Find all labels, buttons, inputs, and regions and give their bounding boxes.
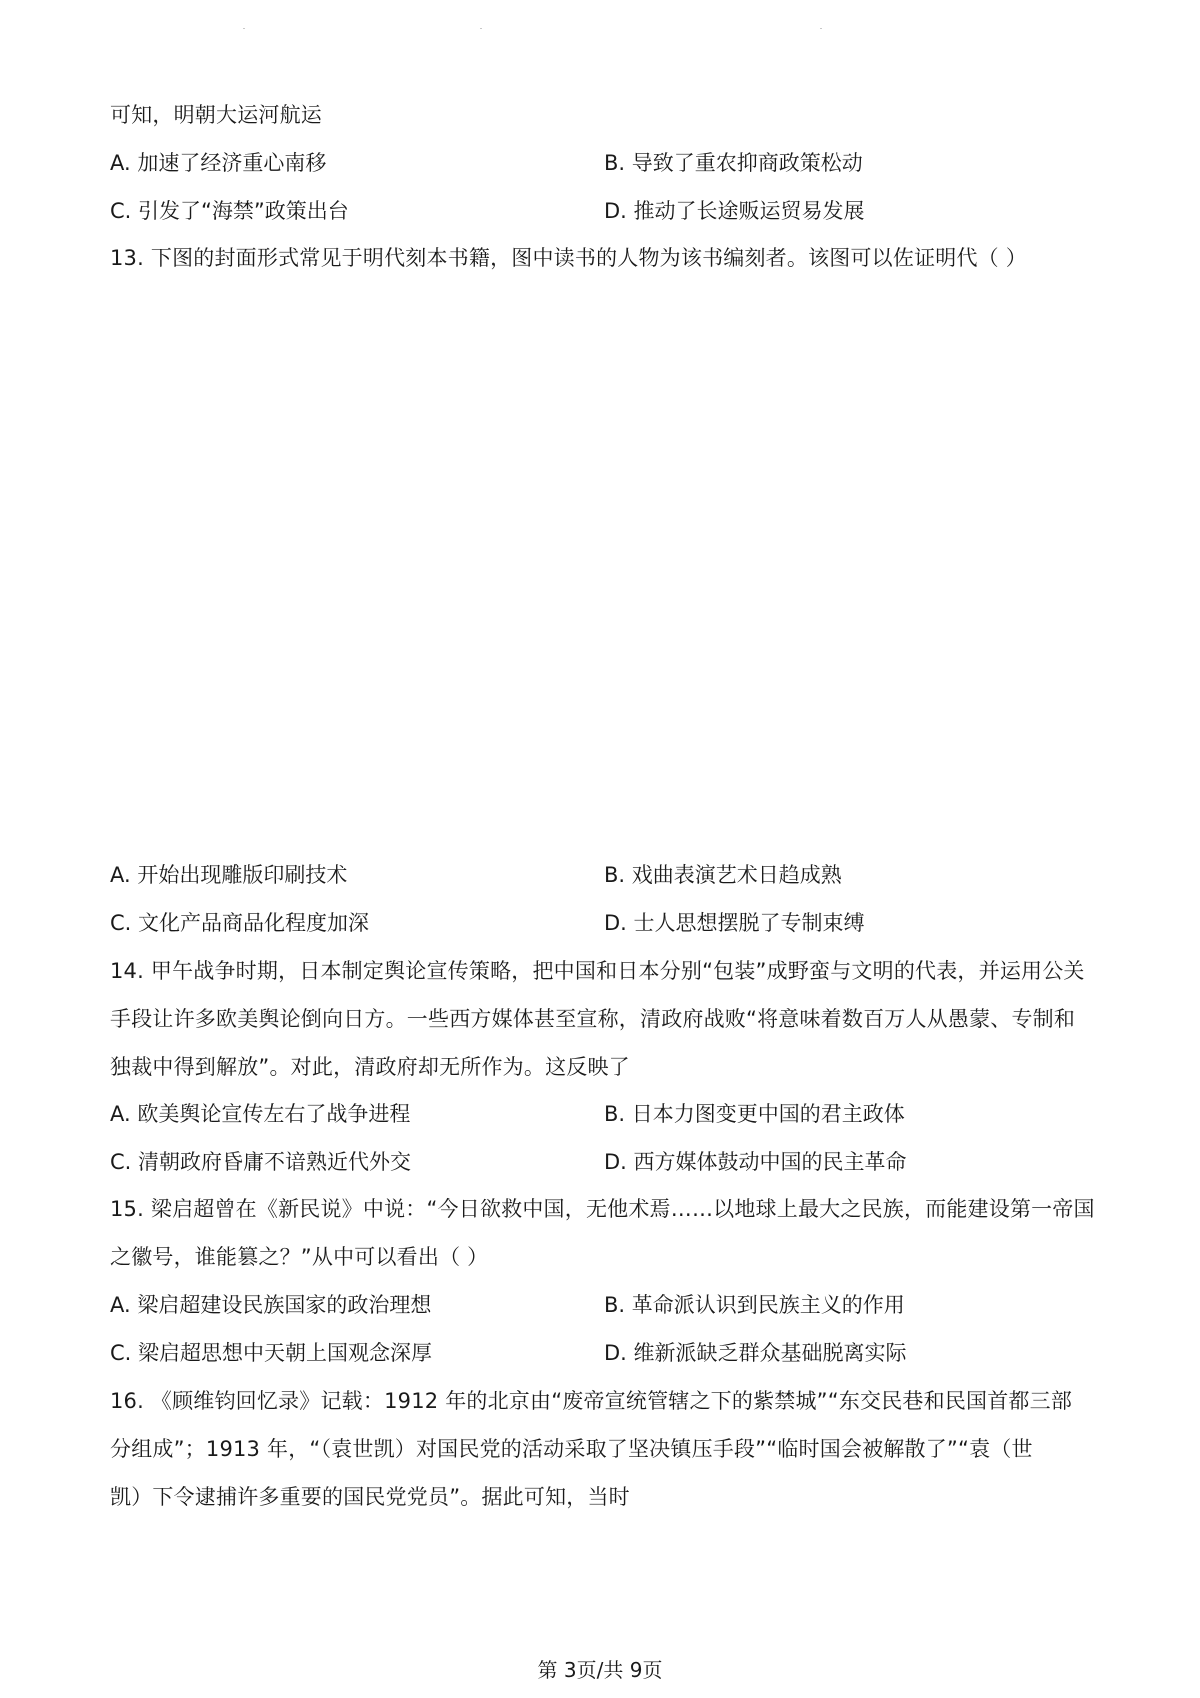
- option-label: B.: [604, 863, 626, 887]
- q13-option-d: [604, 908, 865, 938]
- option-text: 维新派缺乏群众基础脱离实际: [633, 1341, 907, 1365]
- option-label: D.: [604, 911, 627, 935]
- q14-option-d: [604, 1147, 907, 1177]
- option-text: 加速了经济重心南移: [137, 151, 327, 175]
- q15-stem-line-1: 15. 梁启超曾在《新民说》中说：“今日欲救中国，无他术焉……以地球上最大之民族，而能建设第一帝国: [110, 1197, 1095, 1221]
- option-text: 梁启超建设民族国家的政治理想: [137, 1293, 432, 1317]
- option-text: 士人思想摆脱了专制束缚: [633, 911, 865, 935]
- q13-option-b: [604, 860, 842, 890]
- q13-option-a: [110, 860, 347, 890]
- option-text: 西方媒体鼓动中国的民主革命: [633, 1150, 907, 1174]
- scan-speck: [243, 28, 245, 29]
- option-label: A.: [110, 1293, 131, 1317]
- q12-option-b: [604, 148, 863, 178]
- option-text: 戏曲表演艺术日趋成熟: [631, 863, 842, 887]
- q12-stem-end: 可知，明朝大运河航运: [110, 103, 322, 127]
- option-label: C.: [110, 911, 132, 935]
- option-label: C.: [110, 1150, 132, 1174]
- option-label: C.: [110, 1341, 132, 1365]
- q14-stem-line-3: 独裁中得到解放”。对此，清政府却无所作为。这反映了: [110, 1055, 630, 1079]
- scan-speck: [820, 28, 822, 29]
- q13-figure-blank-area: [110, 285, 1100, 840]
- option-label: D.: [604, 1150, 627, 1174]
- q14-option-c: [110, 1147, 411, 1177]
- option-text: 导致了重农抑商政策松动: [631, 151, 863, 175]
- option-label: B.: [604, 151, 626, 175]
- option-text: 革命派认识到民族主义的作用: [631, 1293, 905, 1317]
- option-label: A.: [110, 151, 131, 175]
- option-label: B.: [604, 1293, 626, 1317]
- q12-option-d: [604, 196, 865, 226]
- q13-option-c: [110, 908, 369, 938]
- option-text: 文化产品商品化程度加深: [138, 911, 370, 935]
- option-text: 清朝政府昏庸不谙熟近代外交: [138, 1150, 412, 1174]
- q12-option-a: [110, 148, 326, 178]
- q15-option-d: [604, 1338, 907, 1368]
- q13-stem: 13. 下图的封面形式常见于明代刻本书籍，图中读书的人物为该书编刻者。该图可以佐证明代（ ）: [110, 246, 1027, 270]
- q14-option-b: [604, 1099, 905, 1129]
- q15-option-a: [110, 1290, 431, 1320]
- option-text: 梁启超思想中天朝上国观念深厚: [138, 1341, 433, 1365]
- option-text: 引发了“海禁”政策出台: [138, 199, 349, 223]
- q14-stem-line-2: 手段让许多欧美舆论倒向日方。一些西方媒体甚至宣称，清政府战败“将意味着数百万人从愚蒙、专制和: [110, 1007, 1076, 1031]
- option-label: A.: [110, 1102, 131, 1126]
- option-text: 日本力图变更中国的君主政体: [631, 1102, 905, 1126]
- option-label: A.: [110, 863, 131, 887]
- option-text: 开始出现雕版印刷技术: [137, 863, 348, 887]
- option-label: D.: [604, 199, 627, 223]
- q14-option-a: [110, 1099, 410, 1129]
- option-text: 欧美舆论宣传左右了战争进程: [137, 1102, 411, 1126]
- q15-stem-line-2: 之徽号，谁能篡之？”从中可以看出（ ）: [110, 1245, 489, 1269]
- q16-stem-line-1: 16. 《顾维钧回忆录》记载：1912 年的北京由“废帝宣统管辖之下的紫禁城”“东交民巷和民国首都三部: [110, 1389, 1073, 1413]
- q15-option-b: [604, 1290, 905, 1320]
- page-number: 第 3页/共 9页: [537, 1658, 663, 1682]
- q15-option-c: [110, 1338, 432, 1368]
- q14-stem-line-1: 14. 甲午战争时期，日本制定舆论宣传策略，把中国和日本分别“包装”成野蛮与文明的代表，并运用公关: [110, 959, 1085, 983]
- q12-option-c: [110, 196, 349, 226]
- option-label: B.: [604, 1102, 626, 1126]
- option-label: D.: [604, 1341, 627, 1365]
- q16-stem-line-3: 凯）下令逮捕许多重要的国民党党员”。据此可知，当时: [110, 1485, 630, 1509]
- q16-stem-line-2: 分组成”；1913 年，“（袁世凯）对国民党的活动采取了坚决镇压手段”“临时国会被解散了”“袁（世: [110, 1437, 1033, 1461]
- option-text: 推动了长途贩运贸易发展: [633, 199, 865, 223]
- scan-speck: [480, 28, 482, 29]
- option-label: C.: [110, 199, 132, 223]
